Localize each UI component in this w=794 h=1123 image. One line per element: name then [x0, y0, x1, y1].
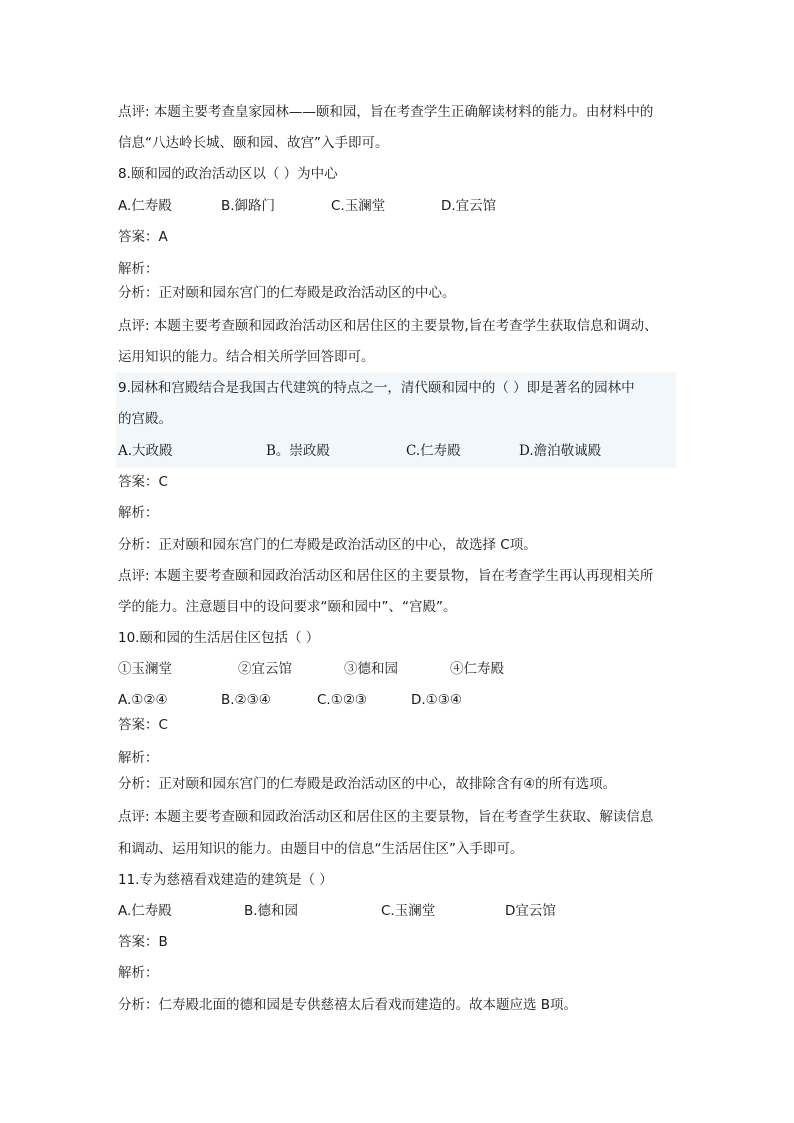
- option-a: A.仁寿殿: [118, 198, 172, 214]
- option-b: B.②③④: [221, 692, 271, 708]
- option-d: D.①③④: [411, 692, 462, 708]
- answer: 答案：A: [118, 229, 168, 245]
- comment-line: 和调动、运用知识的能力。由题目中的信息“生活居住区”入手即可。: [118, 841, 524, 857]
- analysis: 分析：正对颐和园东宫门的仁寿殿是政治活动区的中心，故选择 C项。: [118, 537, 537, 553]
- option-d: D.澹泊敬诚殿: [519, 443, 602, 459]
- comment-line: 信息“八达岭长城、颐和园、故宫”入手即可。: [118, 135, 389, 151]
- comment-line: 点评: 本题主要考查颐和园政治活动区和居住区的主要景物，旨在考查学生获取、解读信息: [118, 809, 654, 825]
- analysis: 分析：正对颐和园东宫门的仁寿殿是政治活动区的中心，故排除含有④的所有选项。: [118, 776, 617, 792]
- analysis: 分析：仁寿殿北面的德和园是专供慈禧太后看戏而建造的。故本题应选 B项。: [118, 997, 578, 1013]
- jiexi-label: 解析：: [118, 965, 159, 981]
- option-d: D.宜云馆: [441, 198, 497, 214]
- option-a: A.大政殿: [118, 443, 173, 459]
- item-1: ①玉澜堂: [118, 661, 172, 677]
- comment-line: 点评: 本题主要考查颐和园政治活动区和居住区的主要景物,旨在考查学生获取信息和调动、: [118, 318, 658, 334]
- option-c: C.①②③: [317, 692, 368, 708]
- option-c: C.玉澜堂: [381, 903, 436, 919]
- item-4: ④仁寿殿: [450, 661, 504, 677]
- analysis: 分析：正对颐和园东宫门的仁寿殿是政治活动区的中心。: [118, 285, 456, 301]
- comment-line: 学的能力。注意题目中的设问要求“颐和园中”、“宫殿”。: [118, 599, 457, 615]
- jiexi-label: 解析：: [118, 750, 159, 766]
- option-c: C.玉澜堂: [331, 198, 386, 214]
- question-8-stem: 8.颐和园的政治活动区以（ ）为中心: [118, 166, 338, 182]
- answer: 答案：B: [118, 934, 168, 950]
- comment-line: 点评: 本题主要考查皇家园林——颐和园，旨在考查学生正确解读材料的能力。由材料中的: [118, 104, 654, 120]
- comment-line: 点评: 本题主要考查颐和园政治活动区和居住区的主要景物，旨在考查学生再认再现相关所: [118, 568, 654, 584]
- option-a: A.①②④: [118, 692, 168, 708]
- item-3: ③德和园: [344, 661, 398, 677]
- question-9-stem: 的宫殿。: [118, 411, 172, 427]
- option-c: C.仁寿殿: [406, 443, 461, 459]
- answer: 答案：C: [118, 474, 168, 490]
- question-11-stem: 11.专为慈禧看戏建造的建筑是（ ）: [118, 872, 333, 888]
- item-2: ②宜云馆: [238, 661, 292, 677]
- question-10-stem: 10.颐和园的生活居住区包括（ ）: [118, 630, 320, 646]
- question-9-stem: 9.园林和宫殿结合是我国古代建筑的特点之一，清代颐和园中的（ ）即是著名的园林中: [118, 380, 635, 396]
- jiexi-label: 解析：: [118, 505, 159, 521]
- option-a: A.仁寿殿: [118, 903, 172, 919]
- answer: 答案：C: [118, 717, 168, 733]
- option-b: B。崇政殿: [266, 443, 330, 459]
- option-b: B.御路门: [221, 198, 276, 214]
- comment-line: 运用知识的能力。结合相关所学回答即可。: [118, 349, 375, 365]
- option-b: B.德和园: [244, 903, 299, 919]
- jiexi-label: 解析：: [118, 261, 159, 277]
- option-d: D宜云馆: [505, 903, 556, 919]
